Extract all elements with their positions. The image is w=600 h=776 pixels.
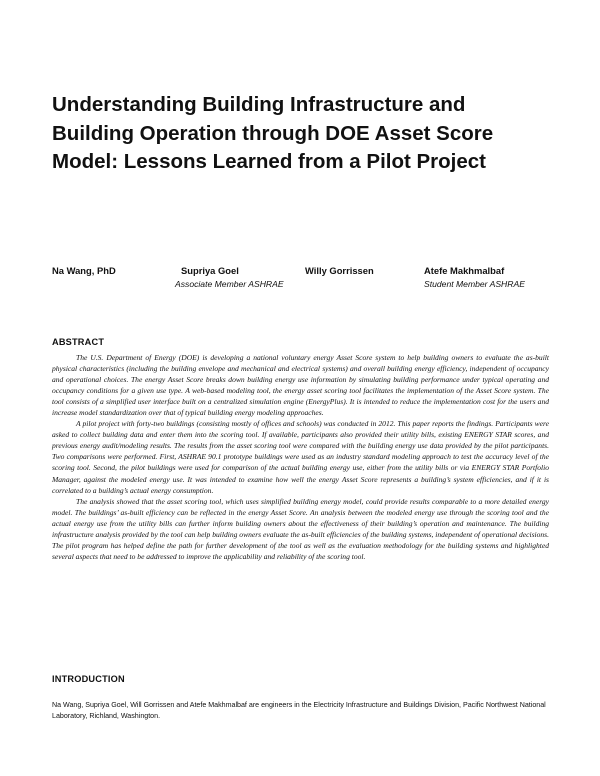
author-block <box>52 265 552 295</box>
author-name: Supriya Goel <box>181 265 239 276</box>
abstract-paragraph: The U.S. Department of Energy (DOE) is developing a national voluntary energy Asset Score system to help building owners to evaluate the as-built physical characteristics (including the building envelope and mechanical and electrical systems) and overall building energy efficiency, independent of occupancy and operational choices. The energy Asset Score breaks down building energy use information by simulating building performance under typical operating and occupancy conditions for a given use type. A web-based modeling tool, the energy asset scoring tool facilitates the implementation of the Asset Score system. The tool consists of a simplified user interface built on a centralized simulation engine (EnergyPlus). It is intended to reduce the implementation cost for the users and increase model standardization over that of typical building energy modeling approaches. <box>52 353 549 418</box>
author-name: Atefe Makhmalbaf <box>424 265 505 276</box>
abstract-paragraph: A pilot project with forty-two buildings (consisting mostly of offices and schools) was conducted in 2012. This paper reports the findings. Participants were asked to collect building data and enter them into the scoring tool. If available, participants also provided their utility bills, existing ENERGY STAR scores, and previous energy audit/modeling results. The results from the asset scoring tool were compared with the building energy use data provided by the pilot participants. Two comparisons were performed. First, ASHRAE 90.1 prototype buildings were used as an industry standard modeling approach to test the accuracy level of the scoring tool. Second, the pilot buildings were used for comparison of the actual building energy use, either from the utility bills or via ENERGY STAR Portfolio Manager, against the modeled energy use. It was intended to examine how well the energy Asset Score represents a building’s system efficiencies, and if it is correlated to a building’s actual energy consumption. <box>52 419 549 495</box>
abstract-heading: ABSTRACT <box>52 337 105 347</box>
author-affiliation: Student Member ASHRAE <box>424 279 525 289</box>
author-name: Na Wang, PhD <box>52 265 116 276</box>
paper-title: Understanding Building Infrastructure and Building Operation through DOE Asset Score Model: Lessons Learned from a Pilot Project <box>52 93 494 173</box>
abstract-body <box>52 352 549 562</box>
author-name: Willy Gorrissen <box>305 265 374 276</box>
author-affiliation: Associate Member ASHRAE <box>175 279 284 289</box>
author-footnote: Na Wang, Supriya Goel, Will Gorrissen and Atefe Makhmalbaf are engineers in the Electricity Infrastructure and Buildings Division, Pacific Northwest National Laboratory, Richland, Washington. <box>52 701 546 720</box>
abstract-paragraph: The analysis showed that the asset scoring tool, which uses simplified building energy model, could provide results comparable to a more detailed energy model. The buildings’ as-built efficiency can be reflected in the energy Asset Score. An analysis between the modeled energy use through the scoring tool and the actual energy use from the utility bills can further inform building owners about the effectiveness of their building’s operation and maintenance. The building infrastructure analysis provided by the tool can help building owners evaluate the as-built efficiencies of the building systems, independent of operational decisions. The pilot program has helped define the path for further development of the tool as well as the evaluation methodology for the building systems and highlighted several aspects that need to be addressed to improve the applicability and reliability of the scoring tool. <box>52 496 549 561</box>
introduction-heading: INTRODUCTION <box>52 674 125 684</box>
